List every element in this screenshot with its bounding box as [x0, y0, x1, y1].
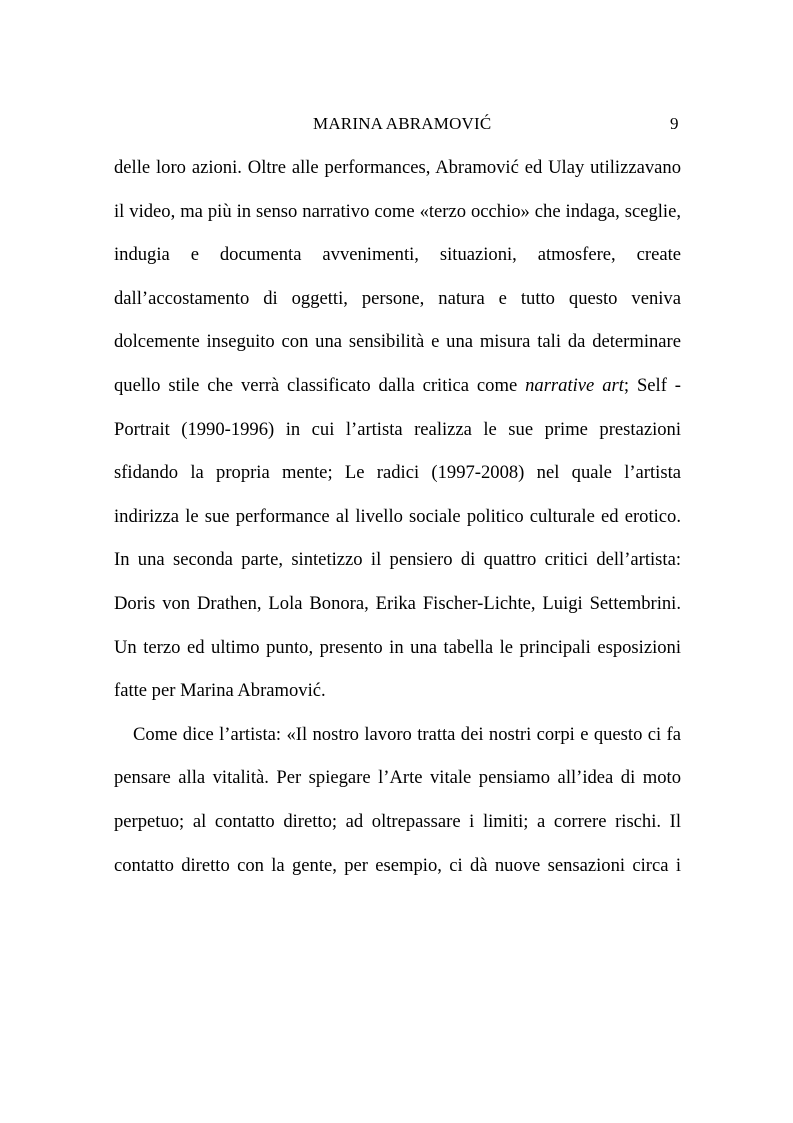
text-line: fatte per Marina Abramović. [114, 680, 326, 702]
text-line: Come dice l’artista: «Il nostro lavoro tratta dei nostri corpi e questo ci fa [133, 723, 681, 745]
text-line: dolcemente inseguito con una sensibilità e una misura tali da determinare [114, 331, 681, 353]
paragraph-1 [114, 146, 681, 713]
paragraph-2 [114, 713, 681, 887]
text-line: indugia e documenta avvenimenti, situazioni, atmosfere, create [114, 244, 681, 266]
text-line: il video, ma più in senso narrativo come «terzo occhio» che indaga, sceglie, [114, 200, 681, 222]
text-line: dall’accostamento di oggetti, persone, natura e tutto questo veniva [114, 287, 681, 309]
text-line: delle loro azioni. Oltre alle performances, Abramović ed Ulay utilizzavano [114, 157, 681, 178]
page-number: 9 [670, 114, 679, 133]
italic-term: narrative art [525, 374, 624, 396]
text-line: indirizza le sue performance al livello sociale politico culturale ed erotico. [114, 505, 681, 527]
text-line: Doris von Drathen, Lola Bonora, Erika Fischer-Lichte, Luigi Settembrini. [114, 592, 681, 614]
text-line: contatto diretto con la gente, per esempio, ci dà nuove sensazioni circa i [114, 854, 681, 876]
text-line: Un terzo ed ultimo punto, presento in una tabella le principali esposizioni [114, 636, 681, 658]
text-line: perpetuo; al contatto diretto; ad oltrepassare i limiti; a correre rischi. Il [114, 810, 681, 832]
text-line: In una seconda parte, sintetizzo il pensiero di quattro critici dell’artista: [114, 549, 681, 571]
text-line: pensare alla vitalità. Per spiegare l’Arte vitale pensiamo all’idea di moto [114, 767, 681, 789]
text-line: Portrait (1990-1996) in cui l’artista realizza le sue prime prestazioni [114, 418, 681, 440]
text-line [114, 364, 681, 408]
header-title: MARINA ABRAMOVIĆ [313, 114, 492, 133]
text-segment: ; Self - [623, 374, 681, 396]
running-header [0, 112, 793, 136]
text-line: sfidando la propria mente; Le radici (1997-2008) nel quale l’artista [114, 462, 681, 484]
body-text [114, 146, 681, 887]
text-segment: quello stile che verrà classificato dalla critica come [114, 374, 526, 396]
